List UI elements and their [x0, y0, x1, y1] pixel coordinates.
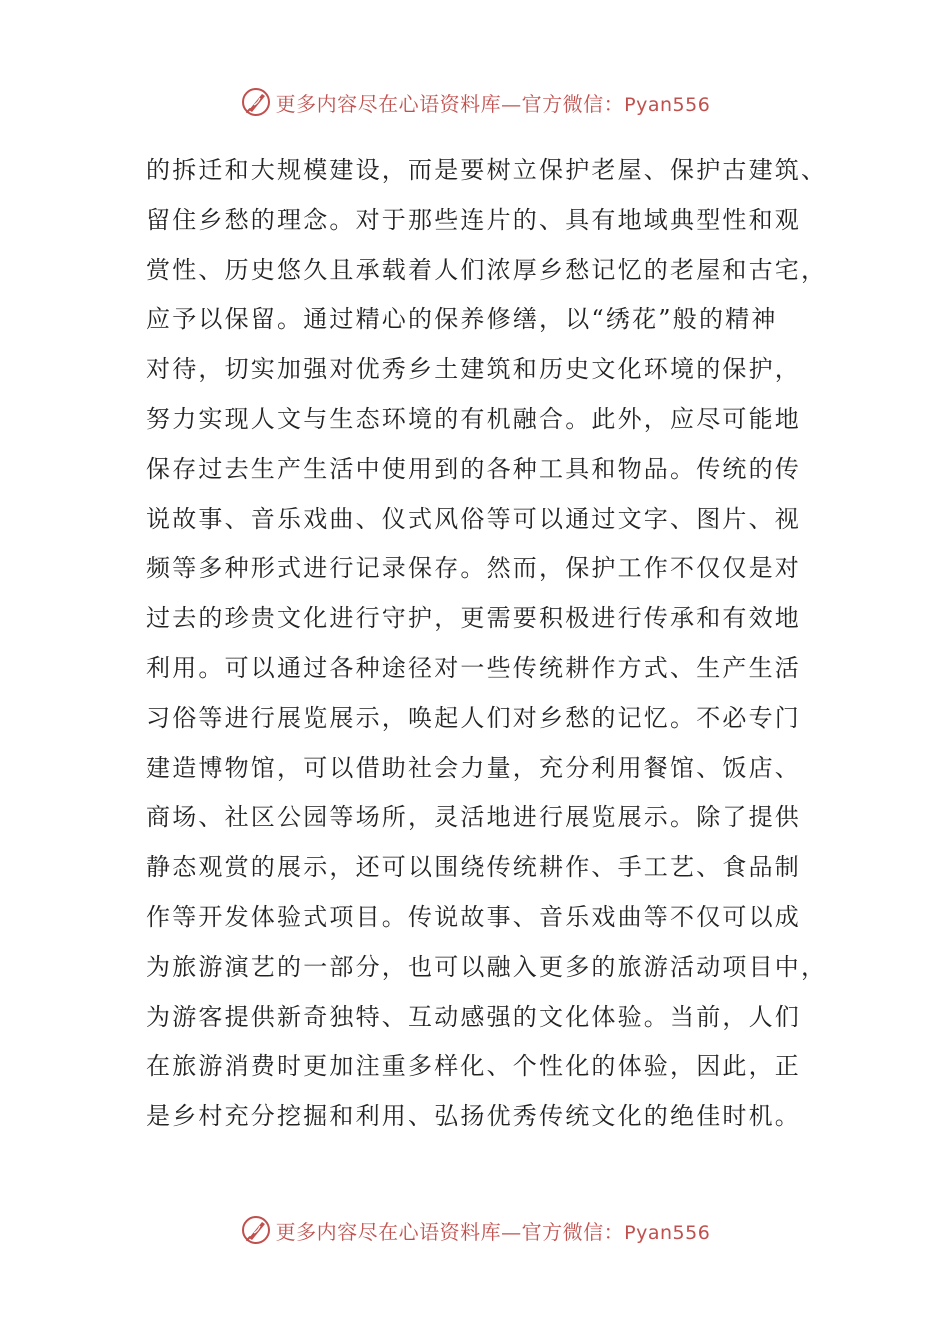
text-line: 赏性、历史悠久且承载着人们浓厚乡愁记忆的老屋和古宅，	[146, 255, 828, 284]
text-line: 利用。可以通过各种途径对一些传统耕作方式、生产生活	[146, 653, 801, 682]
text-line: 为旅游演艺的一部分，也可以融入更多的旅游活动项目中，	[146, 952, 828, 981]
text-line: 是乡村充分挖掘和利用、弘扬优秀传统文化的绝佳时机。	[146, 1102, 801, 1131]
text-line: 的拆迁和大规模建设，而是要树立保护老屋、保护古建筑、	[146, 156, 828, 184]
footer-wechat-id: Pyan556	[624, 1221, 711, 1244]
text-line: 习俗等进行展览展示，唤起人们对乡愁的记忆。不必专门	[146, 703, 801, 732]
footer-text: 更多内容尽在心语资料库—官方微信：Pyan556	[275, 1219, 711, 1244]
quill-logo-icon	[240, 86, 272, 118]
footer-banner	[0, 1208, 950, 1252]
text-line: 商场、社区公园等场所，灵活地进行展览展示。除了提供	[146, 803, 801, 832]
text-line: 建造博物馆，可以借助社会力量，充分利用餐馆、饭店、	[146, 753, 801, 782]
article-body	[146, 146, 826, 1142]
text-line: 对待，切实加强对优秀乡土建筑和历史文化环境的保护，	[146, 355, 801, 384]
text-line: 保存过去生产生活中使用到的各种工具和物品。传统的传	[146, 454, 801, 483]
header-banner	[0, 80, 950, 124]
text-line: 说故事、音乐戏曲、仪式风俗等可以通过文字、图片、视	[146, 504, 801, 533]
text-line: 频等多种形式进行记录保存。然而，保护工作不仅仅是对	[146, 554, 801, 583]
text-line: 应予以保留。通过精心的保养修缮，以“绣花”般的精神	[146, 305, 778, 334]
text-line: 作等开发体验式项目。传说故事、音乐戏曲等不仅可以成	[146, 902, 801, 931]
text-line: 留住乡愁的理念。对于那些连片的、具有地域典型性和观	[146, 205, 801, 234]
text-line: 在旅游消费时更加注重多样化、个性化的体验，因此，正	[146, 1052, 801, 1081]
text-line: 静态观赏的展示，还可以围绕传统耕作、手工艺、食品制	[146, 853, 801, 882]
header-wechat-id: Pyan556	[624, 93, 711, 116]
quill-logo-icon	[240, 1214, 272, 1246]
header-text: 更多内容尽在心语资料库—官方微信：Pyan556	[275, 91, 711, 116]
text-line: 过去的珍贵文化进行守护，更需要积极进行传承和有效地	[146, 604, 801, 633]
text-line: 为游客提供新奇独特、互动感强的文化体验。当前，人们	[146, 1002, 801, 1031]
text-line: 努力实现人文与生态环境的有机融合。此外，应尽可能地	[146, 404, 801, 433]
